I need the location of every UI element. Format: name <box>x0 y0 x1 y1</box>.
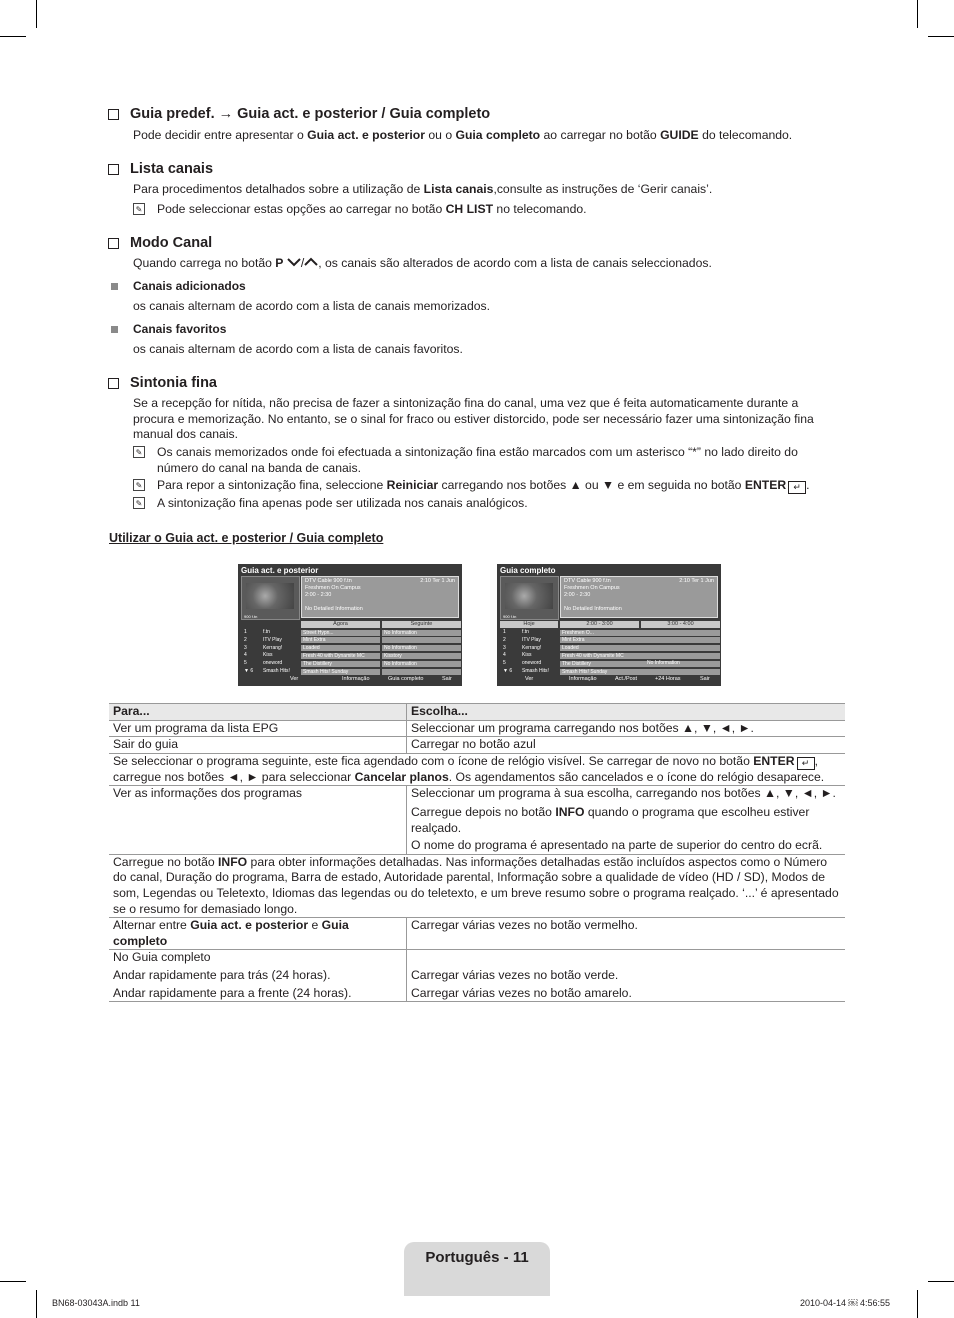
cell-paragraph <box>411 805 841 836</box>
text: e <box>308 918 322 933</box>
crop-mark <box>36 1290 37 1318</box>
epg-program-cell[interactable]: No Information <box>382 630 461 636</box>
text-bold: P <box>275 256 284 270</box>
table-row <box>109 918 845 950</box>
note-icon: ✎ <box>133 203 145 215</box>
paragraph: Se a recepção for nítida, não precisa de fazer a sintonização fina do canal, uma vez que é feita automaticamente durante a procura e memorização. No entanto, se o sinal for fraco ou estiver distorcido, pode ser necessário fazer uma sintonização fina manual dos canais. <box>133 396 814 442</box>
table-cell <box>407 950 846 1002</box>
slash: / <box>300 256 305 270</box>
note <box>133 445 832 476</box>
info-program: Freshmen On Campus <box>564 585 620 591</box>
paragraph: os canais alternam de acordo com a lista de canais favoritos. <box>133 342 463 356</box>
table-cell <box>407 786 846 854</box>
column-header: Hoje <box>500 621 558 628</box>
epg-program-cell[interactable]: Kisstory <box>382 653 461 659</box>
epg-row-channel: Kiss <box>522 652 532 659</box>
screen-title: Guia completo <box>500 566 556 575</box>
epg-program-cell[interactable]: Smash Hits! Sunday <box>560 669 720 675</box>
table-cell <box>109 854 845 917</box>
column-header: 2:00 - 3:00 <box>560 621 639 628</box>
table-cell: Carregar várias vezes no botão vermelho. <box>407 918 846 950</box>
epg-row[interactable] <box>500 629 721 636</box>
note-icon: ✎ <box>133 497 145 509</box>
epg-row-channel: Kerrang! <box>522 644 542 651</box>
epg-row-number: 1 <box>244 629 247 635</box>
epg-program-cell[interactable] <box>382 637 461 643</box>
table-cell <box>109 950 407 1002</box>
epg-program-cell[interactable]: Street Hypn... <box>301 630 380 636</box>
table-cell: Ver as informações dos programas <box>109 786 407 854</box>
epg-row-number: 3 <box>244 644 247 651</box>
preview-label: 900 f.tn <box>244 614 258 619</box>
paragraph <box>133 128 833 144</box>
text: Alternar entre <box>113 918 191 933</box>
epg-row-number: ▼ 6 <box>503 668 513 674</box>
bullet-square-icon <box>111 283 118 290</box>
epg-row[interactable] <box>500 645 721 652</box>
epg-row[interactable] <box>241 660 462 667</box>
epg-program-cell[interactable]: Mint Extra <box>301 637 380 643</box>
instructions-table <box>109 703 845 1002</box>
table-row <box>109 753 845 786</box>
epg-row-number: 2 <box>244 636 247 643</box>
info-program: Freshmen On Campus <box>305 585 361 591</box>
info-detail: No Detailed Information <box>564 606 622 612</box>
table-row <box>109 737 845 754</box>
epg-row-channel: Kerrang! <box>263 644 283 651</box>
section-heading-sintonia <box>108 375 217 391</box>
text: . <box>806 478 810 492</box>
epg-row-channel: Smash Hits! <box>522 668 549 674</box>
footer-item: Ver <box>290 676 299 682</box>
text: para obter informações detalhadas. Nas informações detalhadas estão incluídos aspectos como o Número do canal, Duração do programa, Barra de estado, Autoridade parental, Informação sobre a qualidade de vídeo (HD / SD), Modos de som, Legendas ou Teletexto, Idiomas das legendas ou do teletexto, e um breve resumo sobre o programa realçado. ‘...’ é apresentado se o resumo for demasiado longo. <box>113 854 839 916</box>
text: ao carregar no botão <box>540 128 661 142</box>
note-text: A sintonização fina apenas pode ser utilizada nos canais analógicos. <box>157 496 528 510</box>
text-bold: Reiniciar <box>386 478 439 492</box>
section-title: Sintonia fina <box>130 375 217 391</box>
text: Para repor a sintonização fina, seleccione <box>157 478 387 492</box>
paragraph: os canais alternam de acordo com a lista de canais memorizados. <box>133 299 490 313</box>
section-title: Guia predef. → Guia act. e posterior / Guia completo <box>130 106 491 122</box>
footer-item: Sair <box>700 676 710 682</box>
text-bold: Guia act. e posterior <box>307 128 425 142</box>
epg-row[interactable] <box>241 637 462 644</box>
table-cell: Ver um programa da lista EPG <box>109 720 407 737</box>
chevron-up-icon <box>304 257 318 267</box>
checkbox-square-icon <box>108 238 119 249</box>
text: Pode decidir entre apresentar o <box>133 128 308 142</box>
table-cell <box>109 753 845 786</box>
epg-row[interactable] <box>500 660 721 667</box>
bullet-square-icon <box>111 326 118 333</box>
note <box>133 496 832 512</box>
crop-mark <box>917 0 918 28</box>
text: Carregue depois no botão <box>411 804 556 819</box>
epg-program-cell[interactable]: No Information <box>382 661 461 667</box>
crop-mark <box>36 0 37 28</box>
epg-program-cell[interactable]: Fresh 40 with Dynamite MC <box>301 653 380 659</box>
text: Para procedimentos detalhados sobre a utilização de <box>133 182 424 196</box>
cell-line: Carregar várias vezes no botão verde. <box>411 967 619 982</box>
cell-line: Andar rapidamente para trás (24 horas). <box>113 967 331 982</box>
epg-row-channel: Smash Hits! <box>263 668 290 674</box>
footer-item: Informação <box>569 676 597 682</box>
text-bold: Guia completo <box>113 918 349 948</box>
epg-row-number: 4 <box>244 652 247 659</box>
enter-icon: ↵ <box>797 757 815 770</box>
table-cell <box>109 918 407 950</box>
text-bold: Lista canais <box>423 182 494 196</box>
bullet-item <box>111 322 226 336</box>
footer-item: Act./Post <box>615 676 638 682</box>
text-bold: Guia act. e posterior <box>190 918 309 933</box>
epg-program-cell[interactable]: Loaded <box>560 645 720 651</box>
epg-row-number: ▼ 6 <box>244 668 254 674</box>
bullet-title: Canais favoritos <box>133 322 227 336</box>
section-heading-modo <box>108 235 212 251</box>
video-preview <box>500 576 559 620</box>
epg-row-channel: f.tn <box>522 629 529 635</box>
note <box>133 478 832 494</box>
footer-item: +24 Horas <box>655 676 681 682</box>
info-channel: DTV Cable 900 f.tn <box>305 578 352 584</box>
table-cell: Sair do guia <box>109 737 407 754</box>
epg-row[interactable] <box>241 645 462 652</box>
text: Se seleccionar o programa seguinte, este fica agendado com o ícone de relógio visível. Se carregar de novo no botão <box>113 753 754 768</box>
table-row <box>109 720 845 737</box>
epg-row-channel: ITV Play <box>522 636 541 643</box>
screenshot-guia-act <box>238 564 462 686</box>
info-time: 2:10 Ter 1 Jun <box>679 578 714 584</box>
text-bold: ENTER <box>744 478 787 492</box>
info-duration: 2:00 - 2:30 <box>564 592 591 598</box>
column-header: Agora <box>301 621 380 628</box>
video-preview <box>241 576 300 620</box>
footer-item: Guia completo <box>388 676 424 682</box>
epg-row-number: 2 <box>503 636 506 643</box>
text: Quando carrega no botão <box>133 256 276 270</box>
column-header: 3:00 - 4:00 <box>641 621 720 628</box>
crop-mark <box>928 36 954 37</box>
text: Carregue no botão <box>113 854 219 869</box>
text: Pode seleccionar estas opções ao carregar no botão <box>157 202 446 216</box>
note-text: Os canais memorizados onde foi efectuada a sintonização fina estão marcados com um asterisco “*” no lado direito do número do canal na banda de canais. <box>157 445 798 475</box>
text-bold: Guia completo <box>455 128 541 142</box>
crop-mark <box>928 1281 954 1282</box>
epg-row[interactable] <box>241 629 462 636</box>
text-bold: INFO <box>555 804 585 819</box>
epg-program-cell[interactable]: No Information <box>382 645 461 651</box>
epg-row-number: 3 <box>503 644 506 651</box>
table-cell: Carregar no botão azul <box>407 737 846 754</box>
info-panel <box>560 576 718 618</box>
table-header-cell: Para... <box>109 704 407 721</box>
screen-title: Guia act. e posterior <box>241 566 319 575</box>
info-time: 2:10 Ter 1 Jun <box>420 578 455 584</box>
note-icon: ✎ <box>133 479 145 491</box>
epg-row-channel: oneword <box>263 660 283 667</box>
text-bold: INFO <box>218 854 248 869</box>
bullet-item <box>111 279 246 293</box>
text: no telecomando. <box>493 202 587 216</box>
bullet-title: Canais adicionados <box>133 279 246 293</box>
chevron-down-icon <box>287 257 301 267</box>
epg-row[interactable] <box>500 637 721 644</box>
crop-mark <box>917 1290 918 1318</box>
crop-mark <box>0 36 26 37</box>
table-row <box>109 854 845 917</box>
text-bold: ENTER <box>753 753 795 768</box>
crop-mark <box>0 1281 26 1282</box>
epg-row-channel: ITV Play <box>263 636 282 643</box>
text: ou o <box>424 128 456 142</box>
text: do telecomando. <box>698 128 793 142</box>
epg-row-number: 1 <box>503 629 506 635</box>
cell-line: No Guia completo <box>113 950 211 965</box>
text: carregando nos botões ▲ ou ▼ e em seguida no botão <box>438 478 745 492</box>
epg-program-cell[interactable]: Mint Extra <box>560 637 720 643</box>
page-number: Português - 11 <box>425 1249 529 1266</box>
epg-row[interactable] <box>500 652 721 659</box>
section-heading-guia <box>108 106 490 122</box>
cell-paragraph: O nome do programa é apresentado na parte de superior do centro do ecrã. <box>411 838 823 853</box>
epg-program-cell[interactable]: Fresh 40 with Dynamite MC <box>560 653 720 659</box>
footer-item: Sair <box>442 676 452 682</box>
info-panel <box>301 576 459 618</box>
epg-row-number: 5 <box>503 660 506 667</box>
table-row <box>109 950 845 1002</box>
text: quando o programa que escolheu estiver realçado. <box>411 804 810 835</box>
cell-paragraph: Seleccionar um programa à sua escolha, carregando nos botões ▲, ▼, ◄, ►. <box>411 786 836 801</box>
cell-line: Andar rapidamente para a frente (24 horas). <box>113 985 352 1000</box>
footer-item: Informação <box>342 676 370 682</box>
preview-label: 900 f.tn <box>503 614 517 619</box>
epg-row-number: 5 <box>244 660 247 667</box>
column-header: Seguinte <box>382 621 461 628</box>
epg-program-cell[interactable]: Freshmen O... <box>560 630 720 636</box>
epg-program-cell[interactable]: Smash Hits! Sunday <box>301 669 380 675</box>
epg-row-number: 4 <box>503 652 506 659</box>
text: . Os agendamentos são cancelados e o ícone do relógio desaparece. <box>448 769 825 784</box>
text-bold: GUIDE <box>660 128 699 142</box>
epg-program-cell[interactable]: The Distillery <box>301 661 380 667</box>
text: , os canais são alterados de acordo com a lista de canais seleccionados. <box>318 256 712 270</box>
date-slug: 2010-04-14 ￼ 4:56:55 <box>800 1298 891 1308</box>
epg-program-cell-next[interactable]: No Information <box>647 660 680 667</box>
epg-program-cell[interactable]: Loaded <box>301 645 380 651</box>
info-duration: 2:00 - 2:30 <box>305 592 332 598</box>
text: ,consulte as instruções de ‘Gerir canais’. <box>493 182 713 196</box>
epg-row[interactable] <box>241 652 462 659</box>
section-title: Lista canais <box>130 161 214 177</box>
screenshot-guia-completo <box>497 564 721 686</box>
enter-icon: ↵ <box>788 481 806 494</box>
text-bold: CH LIST <box>445 202 494 216</box>
table-header-cell: Escolha... <box>407 704 846 721</box>
footer-item: Ver <box>525 676 534 682</box>
subheading: Utilizar o Guia act. e posterior / Guia completo <box>109 531 384 545</box>
info-channel: DTV Cable 900 f.tn <box>564 578 611 584</box>
epg-row-channel: f.tn <box>263 629 270 635</box>
table-cell: Seleccionar um programa carregando nos botões ▲, ▼, ◄, ►. <box>407 720 846 737</box>
epg-row-channel: oneword <box>522 660 542 667</box>
text: , carregue nos botões ◄, ► para seleccionar <box>113 753 818 784</box>
checkbox-square-icon <box>108 109 119 120</box>
table-row <box>109 786 845 854</box>
cell-line <box>411 950 841 966</box>
epg-row-channel: Kiss <box>263 652 273 659</box>
checkbox-square-icon <box>108 378 119 389</box>
info-detail: No Detailed Information <box>305 606 363 612</box>
section-title: Modo Canal <box>130 235 213 251</box>
footer-bar <box>497 674 721 684</box>
file-slug: BN68-03043A.indb 11 <box>52 1298 140 1308</box>
note <box>133 202 832 218</box>
checkbox-square-icon <box>108 164 119 175</box>
epg-program-cell[interactable]: The Distillery <box>560 661 720 667</box>
section-heading-lista <box>108 161 213 177</box>
cell-line: Carregar várias vezes no botão amarelo. <box>411 985 632 1000</box>
footer-bar <box>238 674 462 684</box>
table-header-row <box>109 704 845 721</box>
paragraph <box>133 182 833 198</box>
text-bold: Cancelar planos <box>354 769 449 784</box>
note-icon: ✎ <box>133 446 145 458</box>
paragraph <box>133 256 833 272</box>
